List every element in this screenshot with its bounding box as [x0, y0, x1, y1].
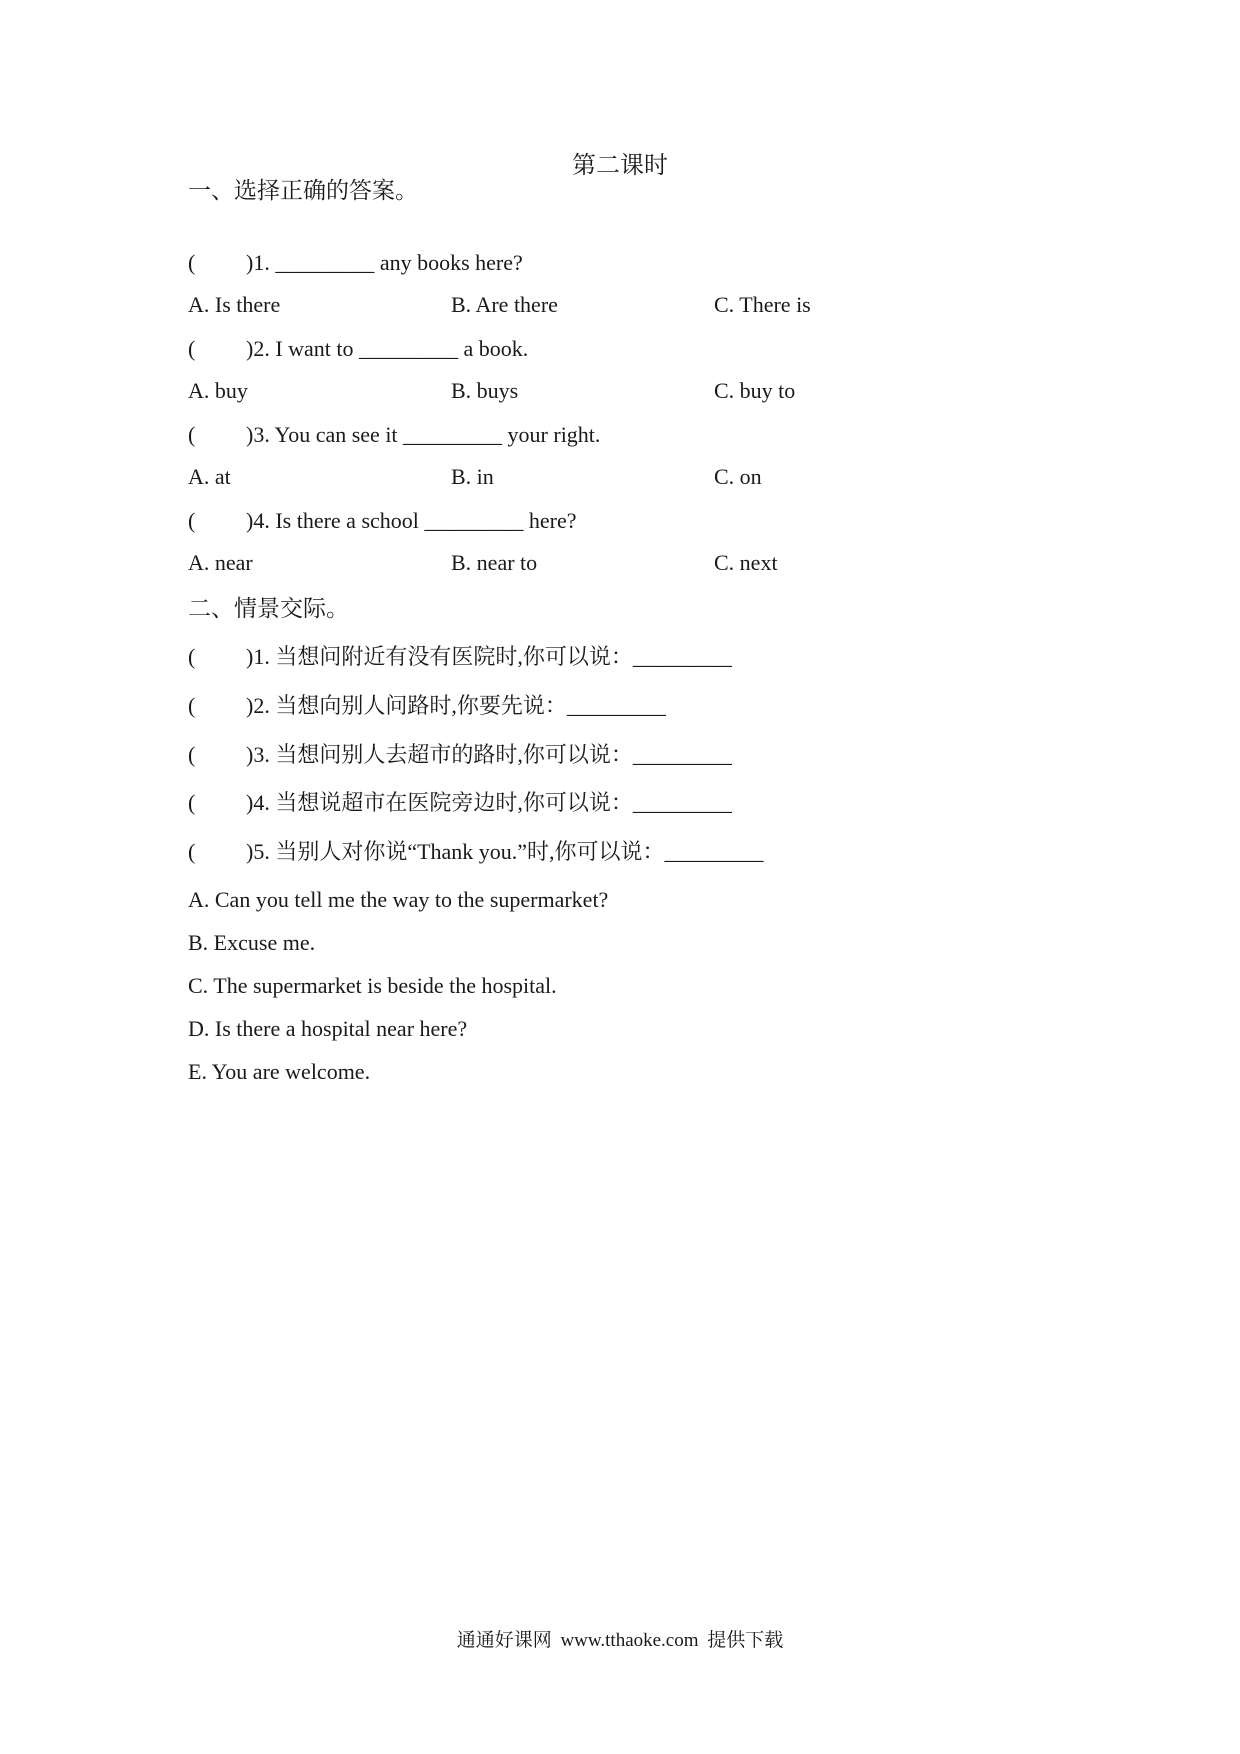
- page-title: 第二课时: [572, 153, 668, 179]
- choice-a: A. Can you tell me the way to the supermarket?: [188, 887, 609, 912]
- section1-options-2: [188, 376, 988, 406]
- section2-question-3: [188, 740, 732, 770]
- section1-question-1: [188, 248, 523, 278]
- question-stem: )3. You can see it _________ your right.: [246, 422, 601, 447]
- section2-question-4: [188, 788, 732, 818]
- question-stem: )4. Is there a school _________ here?: [246, 508, 577, 533]
- question-stem: )4. 当想说超市在医院旁边时,你可以说：_________: [246, 790, 732, 815]
- answer-paren: (: [188, 693, 196, 718]
- answer-paren: (: [188, 790, 196, 815]
- option-a: A. Is there: [188, 292, 281, 317]
- section1-heading: 一、选择正确的答案。: [188, 178, 418, 203]
- section1-options-3: [188, 462, 988, 492]
- answer-paren: (: [188, 839, 196, 864]
- choice-d: D. Is there a hospital near here?: [188, 1016, 468, 1041]
- section1-question-4: [188, 506, 577, 536]
- choice-b: B. Excuse me.: [188, 930, 316, 955]
- question-stem: )5. 当别人对你说“Thank you.”时,你可以说：_________: [246, 839, 764, 864]
- answer-paren: (: [188, 644, 196, 669]
- section2-question-2: [188, 691, 666, 721]
- section1-question-3: [188, 420, 600, 450]
- question-stem: )1. 当想问附近有没有医院时,你可以说：_________: [246, 644, 732, 669]
- option-b: B. near to: [451, 550, 538, 575]
- question-stem: )1. _________ any books here?: [246, 250, 523, 275]
- section1-question-2: [188, 334, 528, 364]
- section2-heading: 二、情景交际。: [188, 596, 349, 621]
- answer-paren: (: [188, 508, 196, 533]
- option-b: B. buys: [451, 378, 519, 403]
- option-c: C. buy to: [714, 378, 796, 403]
- section1-options-1: [188, 290, 988, 320]
- choice-c: C. The supermarket is beside the hospital.: [188, 973, 557, 998]
- answer-paren: (: [188, 336, 196, 361]
- footer-source: 通通好课网 www.tthaoke.com 提供下载: [456, 1630, 784, 1651]
- option-a: A. buy: [188, 378, 248, 403]
- option-b: B. in: [451, 464, 494, 489]
- option-c: C. next: [714, 550, 778, 575]
- answer-paren: (: [188, 422, 196, 447]
- section2-question-5: [188, 837, 764, 867]
- choice-e: E. You are welcome.: [188, 1059, 371, 1084]
- answer-paren: (: [188, 742, 196, 767]
- option-a: A. near: [188, 550, 253, 575]
- answer-paren: (: [188, 250, 196, 275]
- section2-question-1: [188, 642, 732, 672]
- option-b: B. Are there: [451, 292, 558, 317]
- question-stem: )2. I want to _________ a book.: [246, 336, 529, 361]
- question-stem: )2. 当想向别人问路时,你要先说：_________: [246, 693, 666, 718]
- option-c: C. There is: [714, 292, 811, 317]
- section1-options-4: [188, 548, 988, 578]
- question-stem: )3. 当想问别人去超市的路时,你可以说：_________: [246, 742, 732, 767]
- option-a: A. at: [188, 464, 231, 489]
- option-c: C. on: [714, 464, 762, 489]
